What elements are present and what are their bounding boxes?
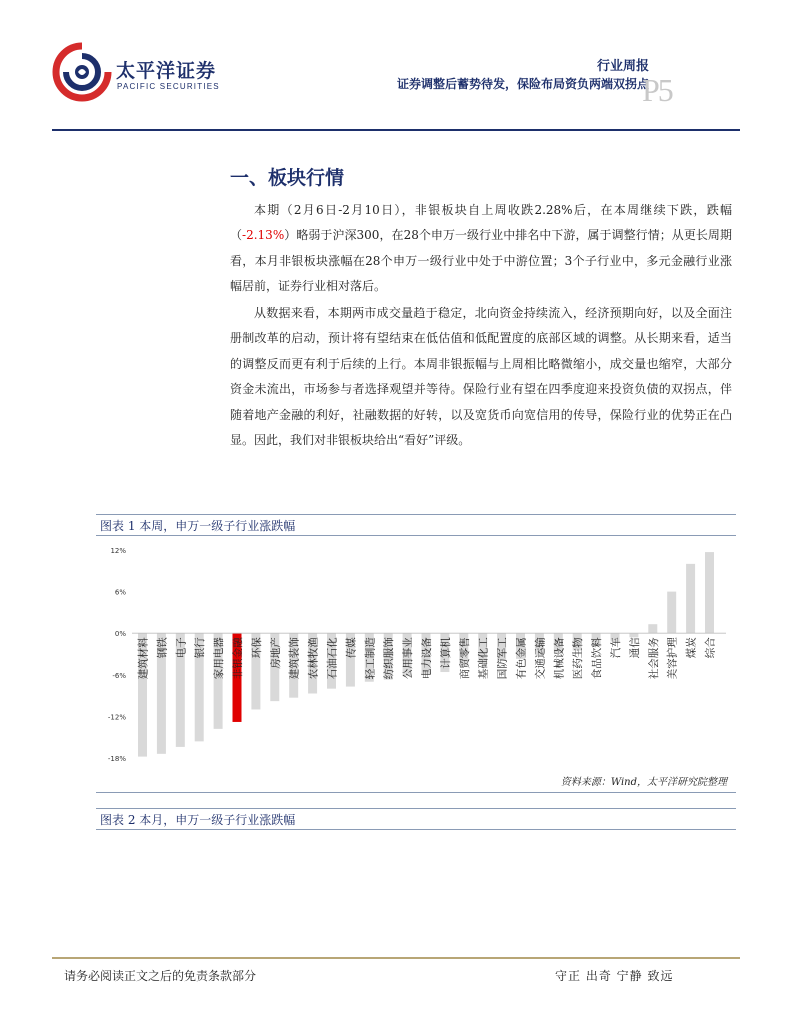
x-category-label: 机械设备 [553,637,566,680]
x-category-label: 房地产 [269,637,282,669]
x-category-label: 汽车 [610,637,622,659]
figure-divider [96,792,736,793]
header-divider [52,129,740,131]
footer-divider [52,957,740,959]
x-category-label: 食品饮料 [591,637,604,680]
bar [648,624,657,633]
x-category-label: 农林牧渔 [307,637,320,680]
x-category-label: 通信 [628,637,641,659]
decline-figure: -2.13% [242,228,285,243]
paragraph-outlook: 从数据来看，本期两市成交量趋于稳定，北向资金持续流入，经济预期向好，以及全面注册制改革的启动，预计将有望结束在低估值和低配置度的底部区域的调整。从长期来看，适当的调整反而更有利于后续的上行。本周非银振幅与上周相比略微缩小，成交量也缩窄，大部分资金未流出，市场参与者选择观望并等待。保险行业有望在四季度迎来投资负债的双拐点，伴随着地产金融的利好，社融数据的好转，以及宽货币向宽信用的传导，保险行业的优势正在凸显。因此，我们对非银板块给出“看好”评级。 [230,306,732,448]
chart-source-note: 资料来源：Wind，太平洋研究院整理 [560,777,727,788]
x-category-label: 基础化工 [477,637,490,680]
footer-motto: 守正 出奇 宁静 致远 [555,969,674,983]
x-category-label: 环保 [250,637,263,659]
x-category-label: 家用电器 [213,637,226,680]
bar [667,592,676,634]
x-category-label: 传媒 [345,637,358,659]
bar [686,564,695,633]
brand-name-cn: 太平洋证券 [116,60,217,82]
x-category-label: 公用事业 [402,637,415,680]
x-category-label: 有色金属 [515,637,528,680]
x-category-label: 煤炭 [685,637,698,659]
page-number: P5 [642,72,672,108]
brand-name-en: PACIFIC SECURITIES [117,82,220,91]
x-category-label: 建筑材料 [137,637,150,680]
x-category-label: 钢铁 [156,637,169,659]
paragraph-text: ）略弱于沪深300，在28个申万一级行业中排名中下游，属于调整行情；从更长周期看，本月非银板块涨幅在28个申万一级行业中处于中游位置；3个子行业中，多元金融行业涨幅居前，证券行业相对落后。 [230,228,732,294]
x-category-label: 医药生物 [572,637,585,680]
x-category-label: 交通运输 [534,637,547,680]
x-category-label: 商贸零售 [458,637,471,680]
x-category-label: 建筑装饰 [288,637,301,680]
figure-2-title: 图表 2 本月，申万一级子行业涨跌幅 [96,808,736,830]
x-category-label: 电力设备 [421,637,433,680]
y-tick-label: -6% [112,671,126,680]
y-tick-label: 0% [114,630,126,639]
x-category-label: 轻工制造 [364,637,377,680]
y-tick-label: -12% [107,713,126,722]
report-type: 行业周报 [596,59,649,74]
y-tick-label: 12% [110,547,126,555]
paragraph-market-review [230,198,732,300]
x-category-label: 石油石化 [326,637,339,680]
pacific-securities-logo-icon [52,42,112,102]
bar [629,633,638,637]
x-category-label: 电子 [175,637,188,659]
x-category-label: 非银金融 [232,637,244,680]
report-title: 证券调整后蓄势待发，保险布局资负两端双拐点 [396,77,649,91]
x-category-label: 社会服务 [647,637,660,680]
bar [705,552,714,633]
x-category-label: 纺织服饰 [383,637,396,680]
x-category-label: 美容护理 [666,637,679,680]
y-tick-label: -18% [107,755,126,763]
weekly-industry-change-chart [96,540,736,768]
x-category-label: 银行 [194,637,207,659]
x-category-label: 综合 [704,637,717,659]
x-category-label: 国防军工 [496,637,509,680]
section-heading: 一、板块行情 [230,167,345,189]
paragraph-text: 本期（2月6日-2月10日），非银板块自上周收跌2.28%后，在本周继续下跌，跌幅（ [230,203,732,243]
y-tick-label: 6% [114,588,126,597]
footer-disclaimer: 请务必阅读正文之后的免责条款部分 [64,969,257,983]
figure-1-title: 图表 1 本周，申万一级子行业涨跌幅 [96,514,736,536]
x-category-label: 计算机 [439,637,452,669]
